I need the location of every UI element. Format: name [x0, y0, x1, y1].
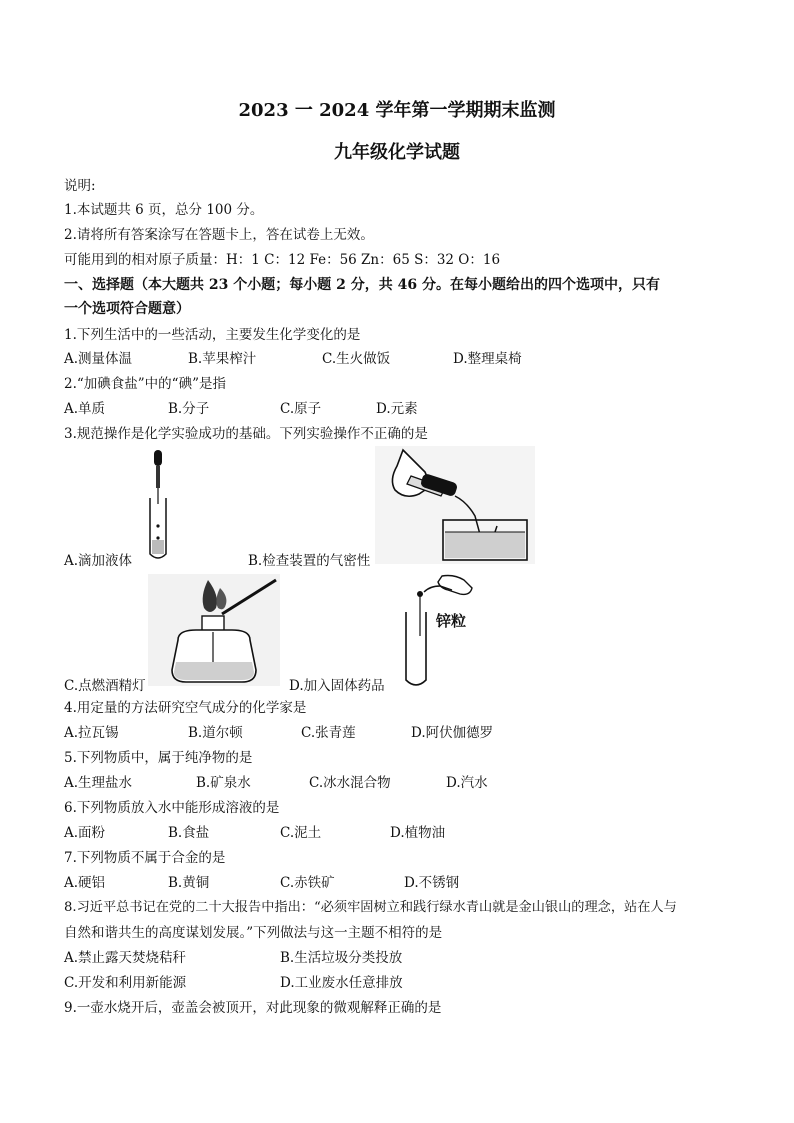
- question-6-option-a: A.面粉: [64, 825, 106, 841]
- question-1-option-c: C.生火做饭: [322, 351, 391, 367]
- question-6-option-b: B.食盐: [168, 825, 210, 841]
- question-3-stem: 3.规范操作是化学实验成功的基础。下列实验操作不正确的是: [64, 426, 428, 442]
- question-8-option-d: D.工业废水任意排放: [280, 975, 403, 991]
- question-4-option-c: C.张青莲: [301, 725, 356, 741]
- question-6-option-d: D.植物油: [390, 825, 446, 841]
- airtightness-figure: [375, 446, 535, 564]
- question-1-option-b: B.苹果榨汁: [188, 351, 257, 367]
- question-5-option-b: B.矿泉水: [196, 775, 251, 791]
- question-7-option-b: B.黄铜: [168, 875, 210, 891]
- question-5-stem: 5.下列物质中，属于纯净物的是: [64, 750, 253, 766]
- question-7-stem: 7.下列物质不属于合金的是: [64, 850, 226, 866]
- question-2-option-d: D.元素: [376, 401, 418, 417]
- question-2-option-a: A.单质: [64, 401, 106, 417]
- exam-subtitle: 九年级化学试题: [334, 142, 460, 163]
- question-5-option-a: A.生理盐水: [64, 775, 133, 791]
- question-3-option-a: A.滴加液体: [64, 553, 133, 569]
- question-4-stem: 4.用定量的方法研究空气成分的化学家是: [64, 700, 307, 716]
- question-5-option-d: D.汽水: [446, 775, 488, 791]
- question-8-option-a: A.禁止露天焚烧秸秆: [64, 950, 187, 966]
- question-7-option-a: A.硬铝: [64, 875, 106, 891]
- question-4-option-d: D.阿伏伽德罗: [411, 725, 494, 741]
- note-item-1: 1.本试题共 6 页，总分 100 分。: [64, 202, 264, 218]
- question-2-option-c: C.原子: [280, 401, 322, 417]
- alcohol-lamp-figure: [148, 574, 280, 686]
- question-1-stem: 1.下列生活中的一些活动，主要发生化学变化的是: [64, 327, 361, 343]
- question-3-option-b: B.检查装置的气密性: [248, 553, 371, 569]
- exam-title: 2023 一 2024 学年第一学期期末监测: [238, 100, 556, 121]
- question-3-option-c: C.点燃酒精灯: [64, 678, 146, 694]
- solid-addition-figure: [390, 572, 500, 692]
- question-4-option-b: B.道尔顿: [188, 725, 243, 741]
- question-5-option-c: C.冰水混合物: [309, 775, 391, 791]
- question-8-option-b: B.生活垃圾分类投放: [280, 950, 403, 966]
- question-1-option-a: A.测量体温: [64, 351, 133, 367]
- question-8-stem-line2: 自然和谐共生的高度谋划发展。”下列做法与这一主题不相符的是: [64, 925, 443, 941]
- question-2-option-b: B.分子: [168, 401, 210, 417]
- section-heading-line1: 一、选择题（本大题共 23 个小题；每小题 2 分，共 46 分。在每小题给出的四个选项中，只有: [64, 277, 660, 293]
- notes-label: 说明:: [64, 178, 96, 194]
- section-heading-line2: 一个选项符合题意）: [64, 301, 190, 317]
- question-8-stem-line1: 8.习近平总书记在党的二十大报告中指出：“必须牢固树立和践行绿水青山就是金山银山的理念，站在人与: [64, 900, 677, 915]
- question-7-option-d: D.不锈钢: [404, 875, 460, 891]
- question-6-option-c: C.泥土: [280, 825, 322, 841]
- question-7-option-c: C.赤铁矿: [280, 875, 335, 891]
- note-item-2: 2.请将所有答案涂写在答题卡上，答在试卷上无效。: [64, 227, 374, 243]
- question-1-option-d: D.整理桌椅: [453, 351, 522, 367]
- question-4-option-a: A.拉瓦锡: [64, 725, 119, 741]
- question-2-stem: 2.“加碘食盐”中的“碘”是指: [64, 376, 226, 392]
- atomic-masses: 可能用到的相对原子质量：H：1 C：12 Fe：56 Zn：65 S：32 O：16: [64, 252, 501, 268]
- zinc-granules-label: 锌粒: [436, 612, 467, 630]
- question-3-option-d: D.加入固体药品: [289, 678, 385, 694]
- question-9-stem: 9.一壶水烧开后，壶盖会被顶开，对此现象的微观解释正确的是: [64, 1000, 442, 1016]
- question-6-stem: 6.下列物质放入水中能形成溶液的是: [64, 800, 280, 816]
- question-8-option-c: C.开发和利用新能源: [64, 975, 187, 991]
- dropper-figure: [138, 448, 178, 564]
